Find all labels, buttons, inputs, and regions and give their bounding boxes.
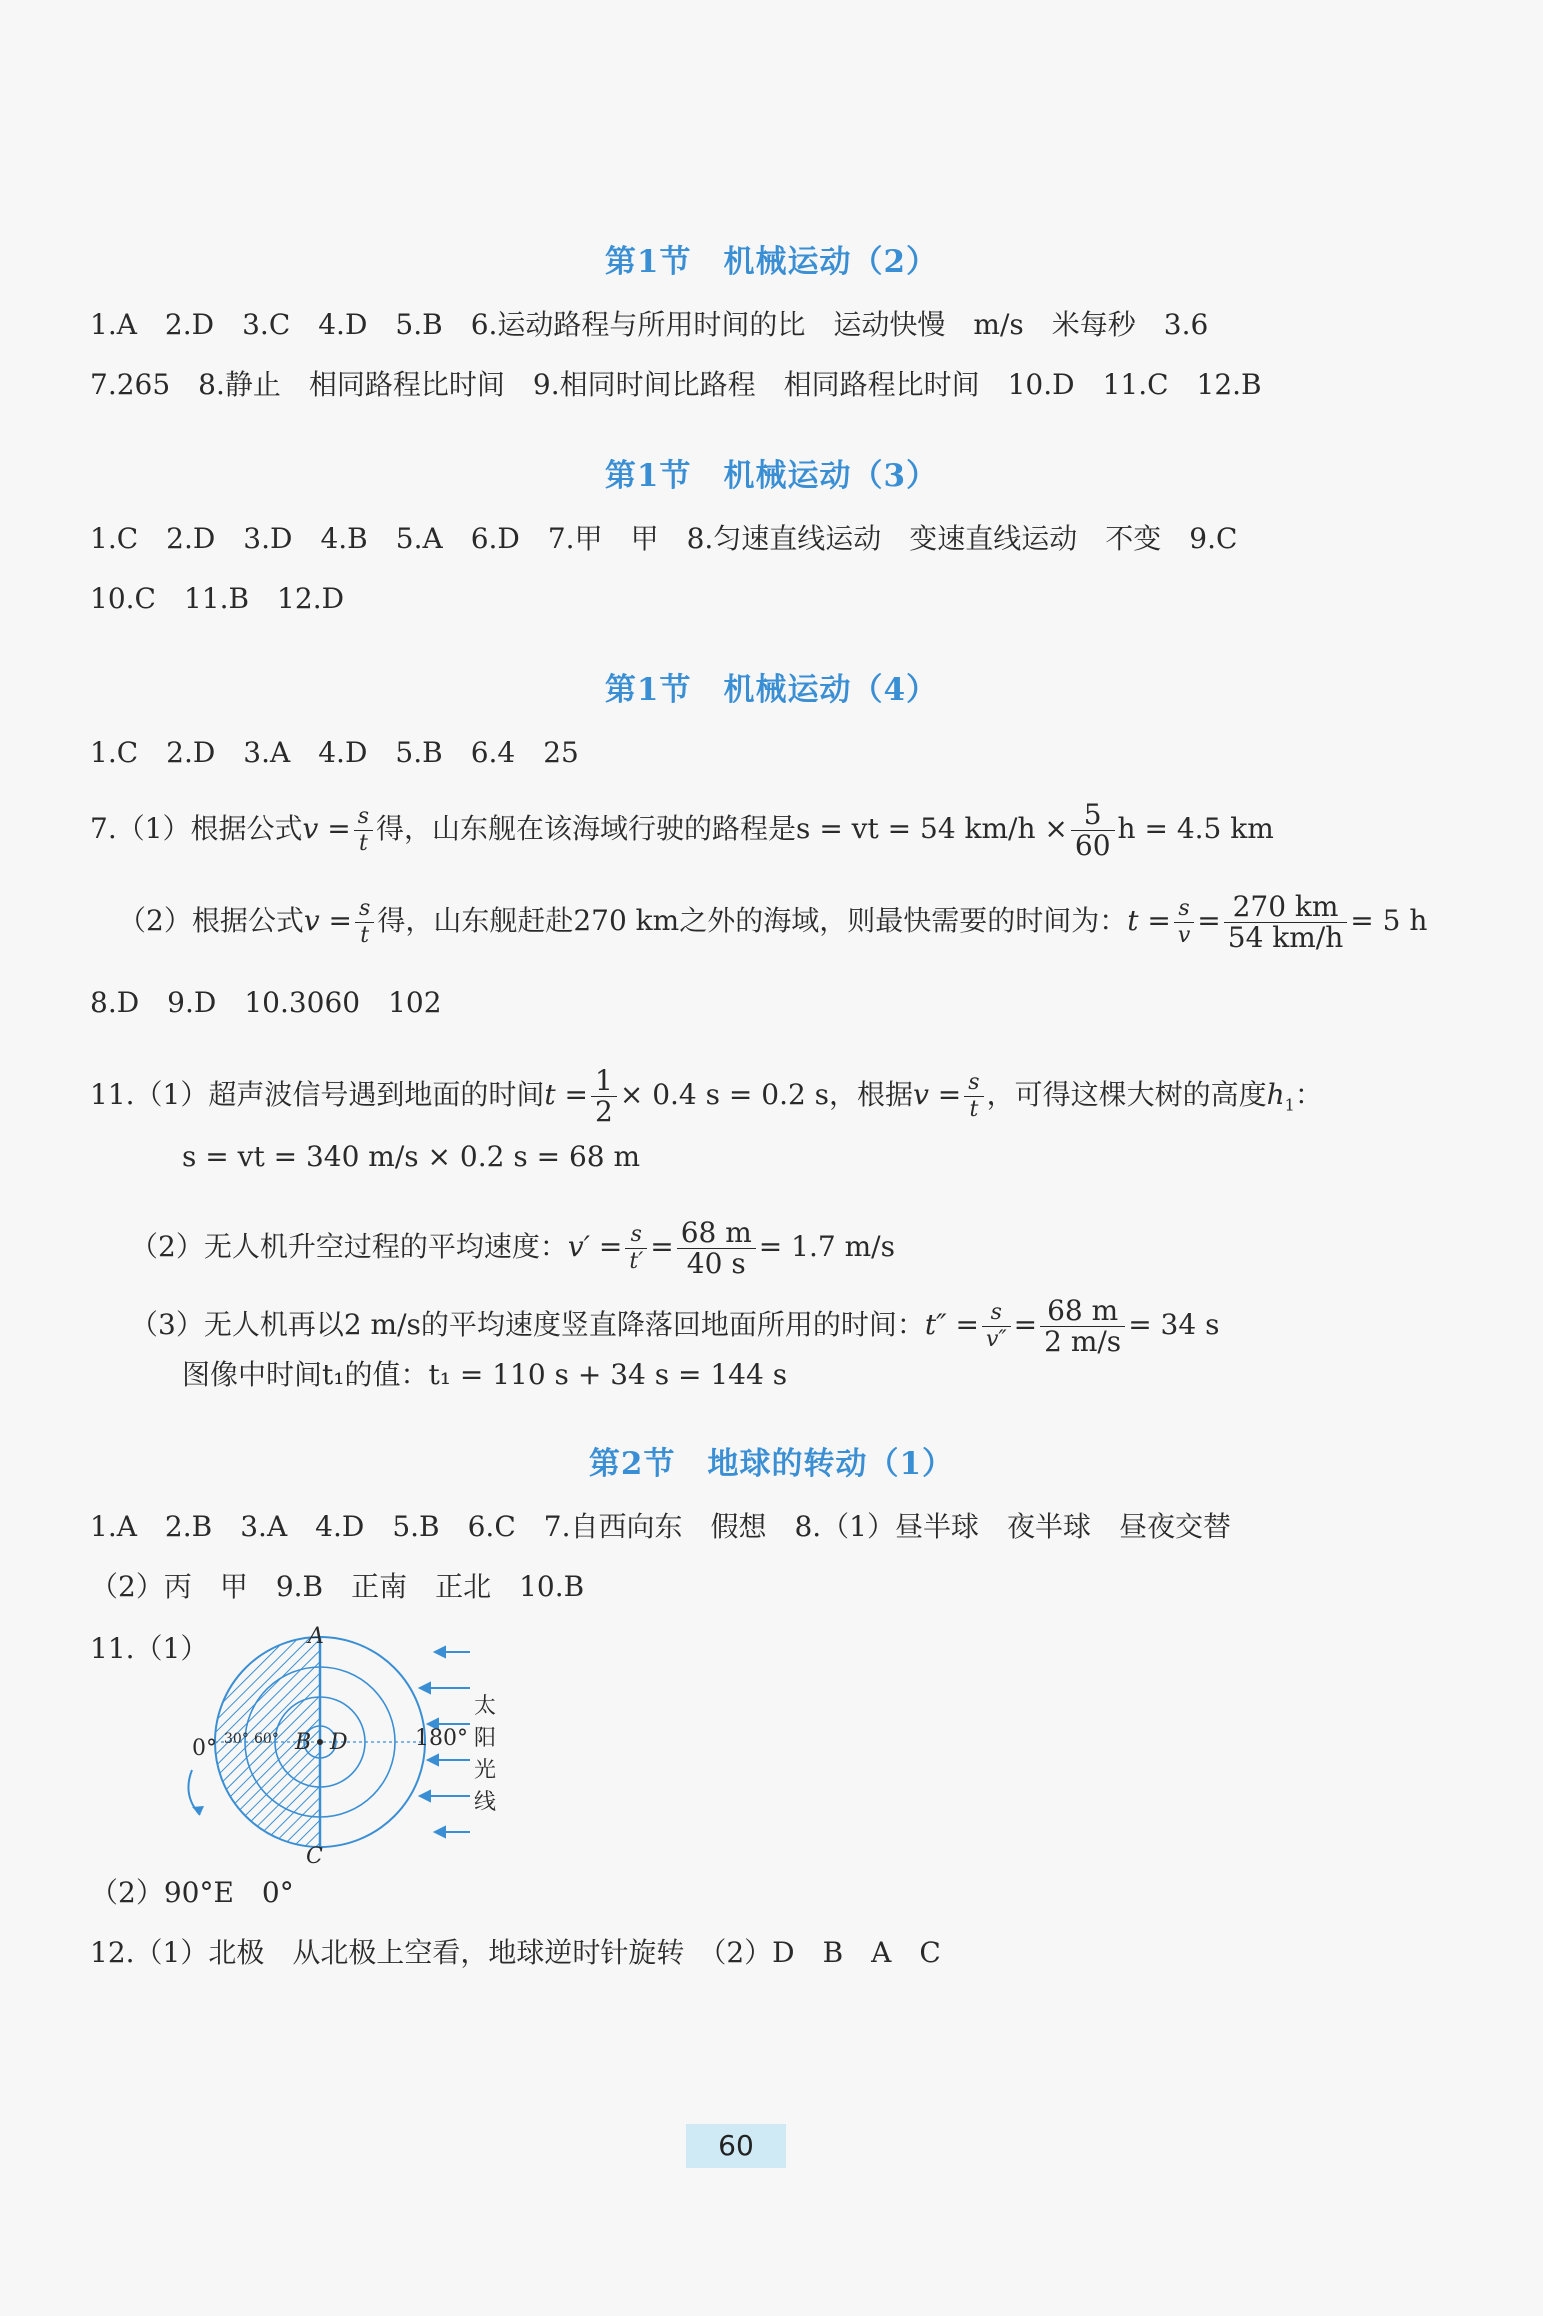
label-180deg: 180° xyxy=(415,1726,468,1751)
label-30deg: 30° xyxy=(224,1731,249,1747)
section-title-1: 第1节 机械运动（2） xyxy=(604,244,939,280)
label-b: B xyxy=(295,1730,312,1755)
sun-label-4: 线 xyxy=(474,1790,497,1815)
answer-q11-label: 11.（1） xyxy=(90,1632,209,1665)
answer-line: 10.C 11.B 12.D xyxy=(90,582,345,615)
label-d: D xyxy=(330,1730,348,1755)
answer-q11-3: （3）无人机再以2 m/s的平均速度竖直降落回地面所用的时间：t″ = $\frac{s}{v''}$ = $\frac{68 m}{2 m/s}$ = 34 s xyxy=(130,1294,1220,1358)
sun-label-3: 光 xyxy=(474,1758,497,1783)
answer-q11-2: （2）无人机升空过程的平均速度：v′ = $\frac{s}{t'}$ = $\frac{68 m}{40 s}$ = 1.7 m/s xyxy=(130,1216,895,1280)
section-title-4: 第2节 地球的转动（1） xyxy=(588,1446,955,1482)
label-60deg: 60° xyxy=(254,1731,279,1747)
label-0deg: 0° xyxy=(192,1736,217,1761)
answer-q11-3-calc: 图像中时间t₁的值：t₁ = 110 s + 34 s = 144 s xyxy=(182,1358,788,1391)
answer-q7-2: （2）根据公式v = $\frac{s}{t}$ 得，山东舰赶赴270 km之外的海域，则最快需要的时间为：t = $\frac{s}{v}$ = $\frac{270 km}{54 km/h}$ = 5 h xyxy=(118,890,1428,954)
answer-q11-1-calc: s = vt = 340 m/s × 0.2 s = 68 m xyxy=(182,1140,641,1173)
answer-line: 12.（1）北极 从北极上空看，地球逆时针旋转 （2）D B A C xyxy=(90,1936,941,1969)
answer-line: 1.A 2.B 3.A 4.D 5.B 6.C 7.自西向东 假想 8.（1）昼半球 夜半球 昼夜交替 xyxy=(90,1510,1232,1543)
answer-line: 1.C 2.D 3.D 4.B 5.A 6.D 7.甲 甲 8.匀速直线运动 变速直线运动 不变 9.C xyxy=(90,522,1238,555)
label-a: A xyxy=(308,1624,324,1649)
label-c: C xyxy=(306,1844,323,1869)
answer-line: 8.D 9.D 10.3060 102 xyxy=(90,986,442,1019)
section-title-3: 第1节 机械运动（4） xyxy=(604,672,939,708)
answer-q11-1: 11.（1）超声波信号遇到地面的时间t = $\frac{1}{2}$ × 0.4 s = 0.2 s，根据v = $\frac{s}{t}$ ，可得这棵大树的高度$h_1$： xyxy=(90,1064,1323,1128)
answer-line: （2）90°E 0° xyxy=(90,1876,294,1909)
answer-line: （2）丙 甲 9.B 正南 正北 10.B xyxy=(90,1570,585,1603)
answer-line: 7.265 8.静止 相同路程比时间 9.相同时间比路程 相同路程比时间 10.D 11.C 12.B xyxy=(90,368,1262,401)
sun-label-2: 阳 xyxy=(474,1726,497,1751)
answer-line: 1.A 2.D 3.C 4.D 5.B 6.运动路程与所用时间的比 运动快慢 m/s 米每秒 3.6 xyxy=(90,308,1209,341)
answer-q7-1: 7.（1）根据公式v = $\frac{s}{t}$ 得，山东舰在该海域行驶的路程是s = vt = 54 km/h × $\frac{5}{60}$ h = 4.5 km xyxy=(90,798,1274,862)
sun-label-1: 太 xyxy=(474,1694,497,1719)
section-title-2: 第1节 机械运动（3） xyxy=(604,458,939,494)
answer-line: 1.C 2.D 3.A 4.D 5.B 6.4 25 xyxy=(90,736,579,769)
page-number: 60 xyxy=(686,2124,786,2168)
